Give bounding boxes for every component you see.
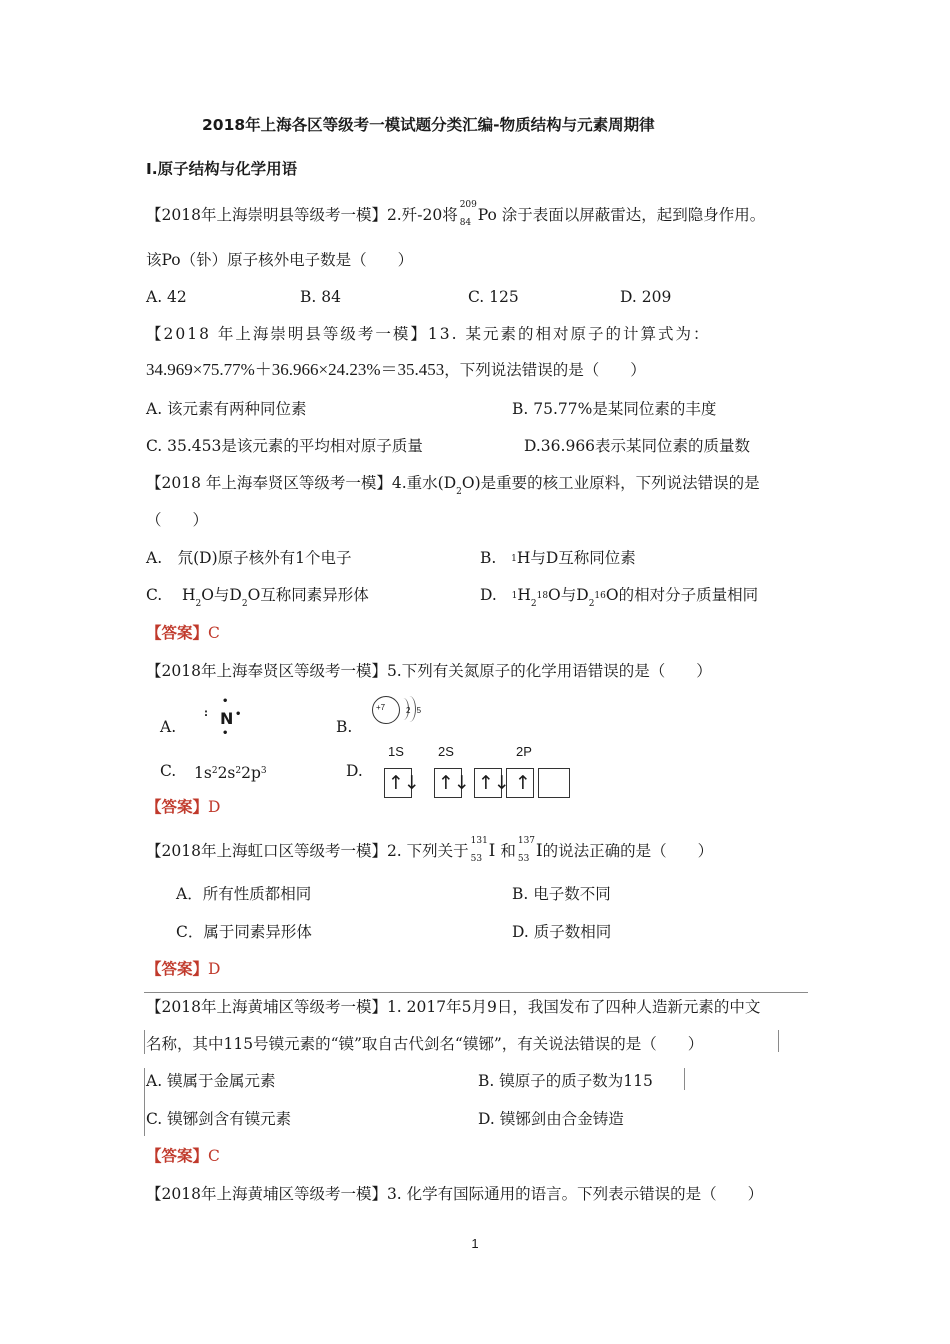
- q4-option-d-letter: D.: [346, 762, 363, 780]
- q3-option-c-letter: C.: [146, 586, 163, 604]
- q3-answer: [146, 622, 220, 644]
- q5-answer-label: 【答案】: [146, 960, 209, 978]
- q5-stem: [146, 836, 714, 864]
- q4-electron-config: [194, 760, 267, 784]
- lewis-dot-right: •: [235, 709, 243, 720]
- lewis-dot-top: •: [222, 696, 230, 707]
- shell-electrons: 2 5: [406, 706, 424, 715]
- q3-option-a: A. 氘(D)原子核外有1个电子: [146, 549, 352, 567]
- po-atomic-number: 84: [459, 218, 472, 228]
- q3-option-d-prescript: 1: [511, 591, 518, 601]
- page-number: 1: [471, 1236, 479, 1251]
- orbital-label-1s: 1S: [388, 744, 404, 759]
- po-symbol: Po: [477, 206, 497, 224]
- q3-option-c-sub2: 2: [241, 599, 248, 609]
- orbital-box-2s: [434, 768, 470, 798]
- lewis-dot-left-pair: :: [204, 708, 209, 719]
- q3-option-d-prescript3: 16: [594, 591, 606, 601]
- q7-stem: 【2018年上海黄埔区等级考一模】3. 化学有国际通用的语言。下列表示错误的是（ ）: [146, 1185, 764, 1203]
- q3-stem-a: 【2018 年上海奉贤区等级考一模】4.重水(D: [146, 474, 457, 492]
- q4-answer-label: 【答案】: [146, 798, 209, 816]
- q4-stem: 【2018年上海奉贤区等级考一模】5.下列有关氮原子的化学用语错误的是（ ）: [146, 662, 712, 680]
- i131-symbol: I: [488, 841, 496, 861]
- q3-option-d-mid: O与D: [548, 586, 589, 604]
- iodine-131-isotope: [469, 836, 489, 864]
- q1-stem-b: 涂于表面以屏蔽雷达，起到隐身作用。: [501, 206, 766, 224]
- q6-option-a: A. 镆属于金属元素: [146, 1072, 276, 1090]
- q1-option-d: D. 209: [620, 288, 672, 306]
- q3-option-c: [146, 584, 369, 615]
- q4-lewis-structure: [204, 696, 243, 739]
- q3-option-d-sub: 2: [530, 599, 537, 609]
- i131-mass: 131: [470, 836, 488, 846]
- document-title: 2018年上海各区等级考一模试题分类汇编-物质结构与元素周期律: [202, 116, 655, 134]
- q3-stem-b: O)是重要的核工业原料，下列说法错误的是: [461, 474, 760, 492]
- q2-stem-line1: 【2018 年上海崇明县等级考一模】13. 某元素的相对原子的计算式为：: [146, 325, 711, 343]
- q6-answer-value: C: [208, 1147, 220, 1165]
- q2-stem-line2: [146, 359, 646, 381]
- q5-option-b: B. 电子数不同: [512, 885, 611, 903]
- q6-frame-right-2: [684, 1068, 686, 1090]
- q3-option-d-end: O的相对分子质量相同: [605, 586, 759, 604]
- nucleus-charge: +7: [376, 703, 386, 712]
- q2-option-d: D.36.966表示某同位素的质量数: [524, 437, 751, 455]
- q1-option-b: B. 84: [300, 288, 341, 306]
- q4-option-a-letter: A.: [160, 718, 177, 736]
- q3-option-c-end: O互称同素异形体: [247, 586, 369, 604]
- i131-atomic: 53: [470, 854, 483, 864]
- q3-option-d-h: H: [517, 586, 531, 604]
- q3-option-c-mid: O与D: [201, 586, 242, 604]
- i137-atomic: 53: [517, 854, 530, 864]
- i137-mass: 137: [517, 836, 536, 846]
- orbital-label-2s: 2S: [438, 744, 454, 759]
- q2-option-b: B. 75.77%是某同位素的丰度: [512, 400, 717, 418]
- q2-option-a: A. 该元素有两种同位素: [146, 400, 307, 418]
- q1-option-c: C. 125: [468, 288, 519, 306]
- q3-answer-value: C: [208, 624, 220, 642]
- q3-option-d-letter: D.: [480, 586, 497, 604]
- q5-option-d: D. 质子数相同: [512, 923, 612, 941]
- orbital-box-1s: [384, 768, 420, 798]
- q1-stem-line1: [146, 200, 766, 228]
- q3-option-c-sub: 2: [195, 599, 202, 609]
- i137-symbol: I: [535, 841, 543, 861]
- q6-stem-line2: 名称，其中115号镆元素的“镆”取自古代剑名“镆铘”，有关说法错误的是（ ）: [146, 1035, 704, 1053]
- q6-answer: [146, 1145, 220, 1167]
- q5-answer-value: D: [208, 960, 221, 978]
- q4-atomic-structure-diagram: [370, 694, 442, 728]
- q6-stem-line1: 【2018年上海黄埔区等级考一模】1. 2017年5月9日，我国发布了四种人造新元素的中文: [146, 998, 761, 1016]
- q4-answer-value: D: [208, 798, 221, 816]
- q4-option-b-letter: B.: [336, 718, 353, 736]
- config-text: $1s^22s^22p^3$: [194, 764, 267, 782]
- q2-option-c: C. 35.453是该元素的平均相对原子质量: [146, 437, 423, 455]
- q3-option-b-text: H与D互称同位素: [516, 549, 636, 567]
- iodine-137-isotope: [516, 836, 536, 864]
- q3-subscript: 2: [456, 487, 462, 497]
- q5-answer: [146, 958, 220, 980]
- q6-option-c: C. 镆铘剑含有镆元素: [146, 1110, 292, 1128]
- po-isotope: [458, 200, 478, 228]
- orbital-box-2p-2: [506, 768, 534, 798]
- q4-option-c-letter: C.: [160, 762, 177, 780]
- q1-stem-a: 【2018年上海崇明县等级考一模】2.歼-20将: [146, 206, 458, 224]
- q5-option-c: C．属于同素异形体: [176, 923, 312, 941]
- lewis-dot-bottom: •: [222, 728, 230, 739]
- q3-option-b-letter: B.: [480, 549, 497, 567]
- q3-option-d: [480, 584, 758, 615]
- q3-answer-label: 【答案】: [146, 624, 209, 642]
- q2-stem-b: ，下列说法错误的是（ ）: [444, 361, 646, 379]
- paired-arrows-icon: ↑↓: [388, 772, 420, 794]
- q5-and: 和: [500, 842, 516, 860]
- q4-answer: [146, 796, 220, 818]
- q6-option-d: D. 镆铘剑由合金铸造: [478, 1110, 624, 1128]
- q2-formula: 34.969×75.77%＋36.966×24.23%＝35.453: [146, 360, 445, 379]
- q1-stem-line2: 该Po（钋）原子核外电子数是（ ）: [146, 251, 414, 269]
- paired-arrows-icon: ↑↓: [438, 772, 470, 794]
- q5-stem-a: 【2018年上海虹口区等级考一模】2. 下列关于: [146, 842, 469, 860]
- q3-option-b: [480, 547, 636, 570]
- q3-option-d-sub2: 2: [588, 599, 595, 609]
- q1-option-a: A. 42: [146, 288, 187, 306]
- section-heading: Ⅰ.原子结构与化学用语: [146, 160, 298, 178]
- paired-arrows-icon: ↑↓: [478, 772, 510, 794]
- up-arrow-icon: ↑: [515, 772, 531, 794]
- q5-option-a: A．所有性质都相同: [176, 885, 312, 903]
- po-mass-number: 209: [459, 200, 477, 210]
- q3-option-d-prescript2: 18: [536, 591, 549, 601]
- orbital-label-2p: 2P: [516, 744, 532, 759]
- q3-option-c-h: H: [181, 586, 196, 604]
- q3-stem-line1: [146, 472, 760, 503]
- q3-option-b-prescript: 1: [511, 554, 517, 564]
- orbital-box-2p-3: [538, 768, 570, 798]
- orbital-box-2p-1: [474, 768, 510, 798]
- q3-stem-line2: （ ）: [146, 511, 209, 529]
- lewis-n-symbol: N: [220, 709, 235, 728]
- q6-answer-label: 【答案】: [146, 1147, 209, 1165]
- q6-frame-right: [778, 1030, 780, 1052]
- q6-option-b: B. 镆原子的质子数为115: [478, 1072, 653, 1090]
- q5-stem-b: 的说法正确的是（ ）: [542, 842, 714, 860]
